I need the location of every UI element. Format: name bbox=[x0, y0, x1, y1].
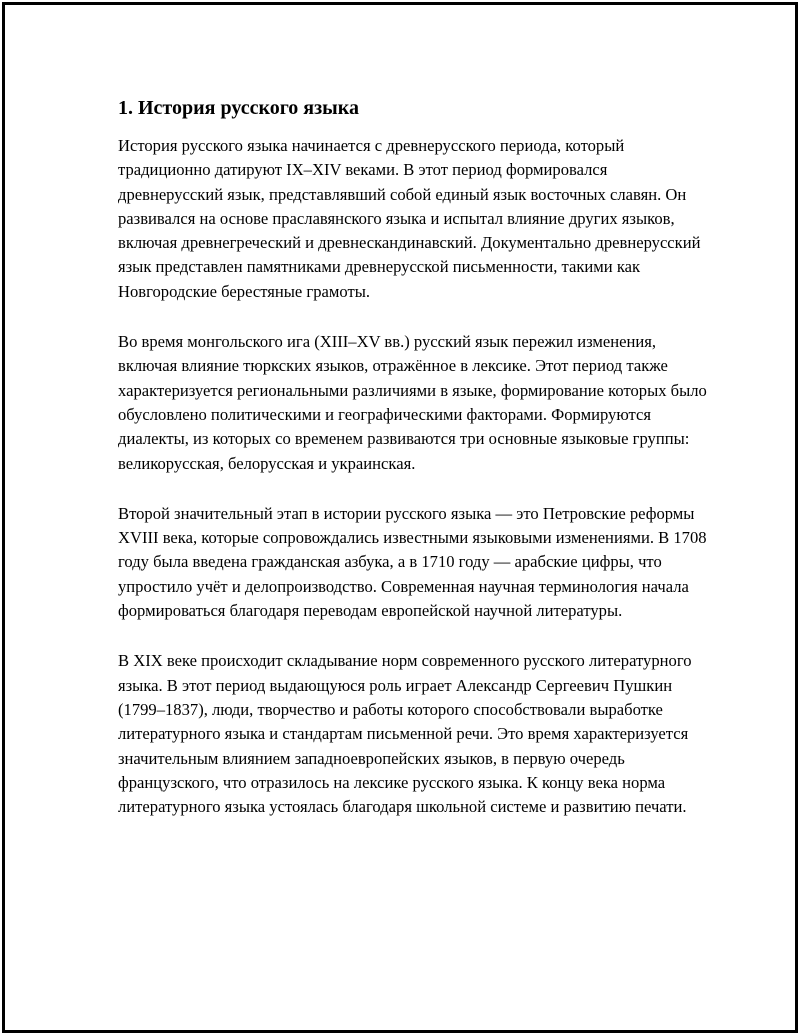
paragraph-nineteenth-century: В XIX веке происходит складывание норм современного русского литературного языка. В этот период выдающуюся роль играет Александр Сергеевич Пушкин (1799–1837), люди, творчество и работы которого способствовали выработке литературного языка и стандартам письменной речи. Это время характеризуется значительным влиянием западноевропейских языков, в первую очередь французского, что отразилось на лексике русского языка. К концу века норма литературного языка устоялась благодаря школьной системе и развитию печати. bbox=[118, 651, 692, 817]
paragraph-petrine-reforms: Второй значительный этап в истории русского языка — это Петровские реформы XVIII века, которые сопровождались известными языковыми изменениями. В 1708 году была введена гражданская азбука, а в 1710 году — арабские цифры, что упростило учёт и делопроизводство. Современная научная терминология начала формироваться благодаря переводам европейской научной литературы. bbox=[118, 503, 707, 621]
section-heading: 1. История русского языка bbox=[118, 97, 359, 119]
paragraph-mongol-period: Во время монгольского ига (XIII–XV вв.) русский язык пережил изменения, включая влияние тюркских языков, отражённое в лексике. Этот период также характеризуется региональными различиями в языке, формирование которых было обусловлено политическими и географическими факторами. Формируются диалекты, из которых со временем развиваются три основные языковые группы: великорусская, белорусская и украинская. bbox=[118, 332, 707, 473]
paragraph-old-russian-period: История русского языка начинается с древнерусского периода, который традиционно датируют IX–XIV веками. В этот период формировался древнерусский язык, представлявший собой единый язык восточных славян. Он развивался на основе праславянского языка и испытал влияние других языков, включая древнегреческий и древнескандинавский. Документально древнерусский язык представлен памятниками древнерусской письменности, такими как Новгородские берестяные грамоты. bbox=[118, 136, 701, 301]
document-body bbox=[118, 95, 708, 845]
